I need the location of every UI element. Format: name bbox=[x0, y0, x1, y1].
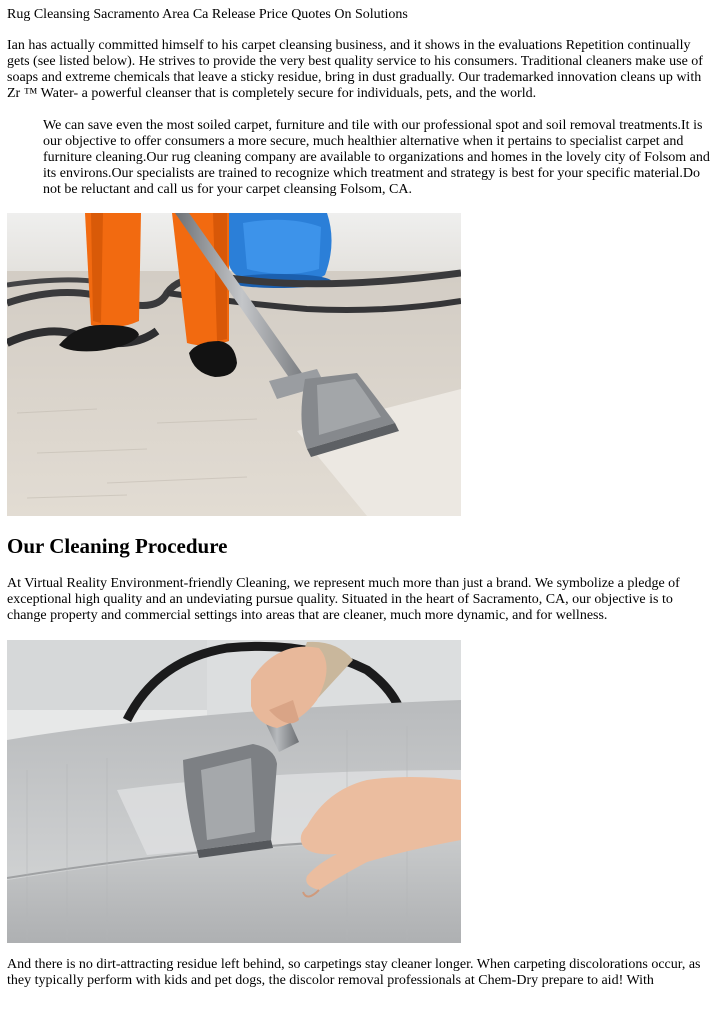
procedure-paragraph: At Virtual Reality Environment-friendly Cleaning, we represent much more than just a brand. We symbolize a pledge of exceptional high quality and an undeviating pursue quality. Situated in the heart of Sacramento, CA, our objective is to change property and commercial settings into areas that are cleaner, much more dynamic, and for wellness. bbox=[7, 576, 680, 623]
sofa-cleaning-photo bbox=[7, 640, 461, 943]
intro-paragraph: Ian has actually committed himself to his carpet cleansing business, and it shows in the evaluations Repetition continually gets (see listed below). He strives to provide the very best quality service to his consumers. Traditional cleaners make use of soaps and extreme chemicals that leave a sticky residue, bring in dust gradually. Our trademarked innovation cleans up with Zr ™ Water- a powerful cleanser that is completely secure for individuals, pets, and the world. bbox=[7, 38, 703, 101]
closing-paragraph: And there is no dirt-attracting residue left behind, so carpetings stay cleaner longer. When carpeting discolorations occur, as they typically perform with kids and pet dogs, the discolor removal professionals at Chem-Dry prepare to aid! With bbox=[7, 957, 701, 988]
document-title: Rug Cleansing Sacramento Area Ca Release Price Quotes On Solutions bbox=[7, 7, 408, 22]
section-heading: Our Cleaning Procedure bbox=[7, 534, 228, 558]
carpet-cleaning-photo bbox=[7, 213, 461, 516]
blockquote-paragraph: We can save even the most soiled carpet, furniture and tile with our professional spot and soil removal treatments.It is our objective to offer consumers a more secure, much healthier alternative when it pertains to specialist carpet and furniture cleaning.Our rug cleaning company are available to organizations and homes in the lovely city of Folsom and its environs.Our specialists are trained to recognize which treatment and strategy is best for your specific material.Do not be reluctant and call us for your carpet cleansing Folsom, CA. bbox=[43, 118, 710, 197]
